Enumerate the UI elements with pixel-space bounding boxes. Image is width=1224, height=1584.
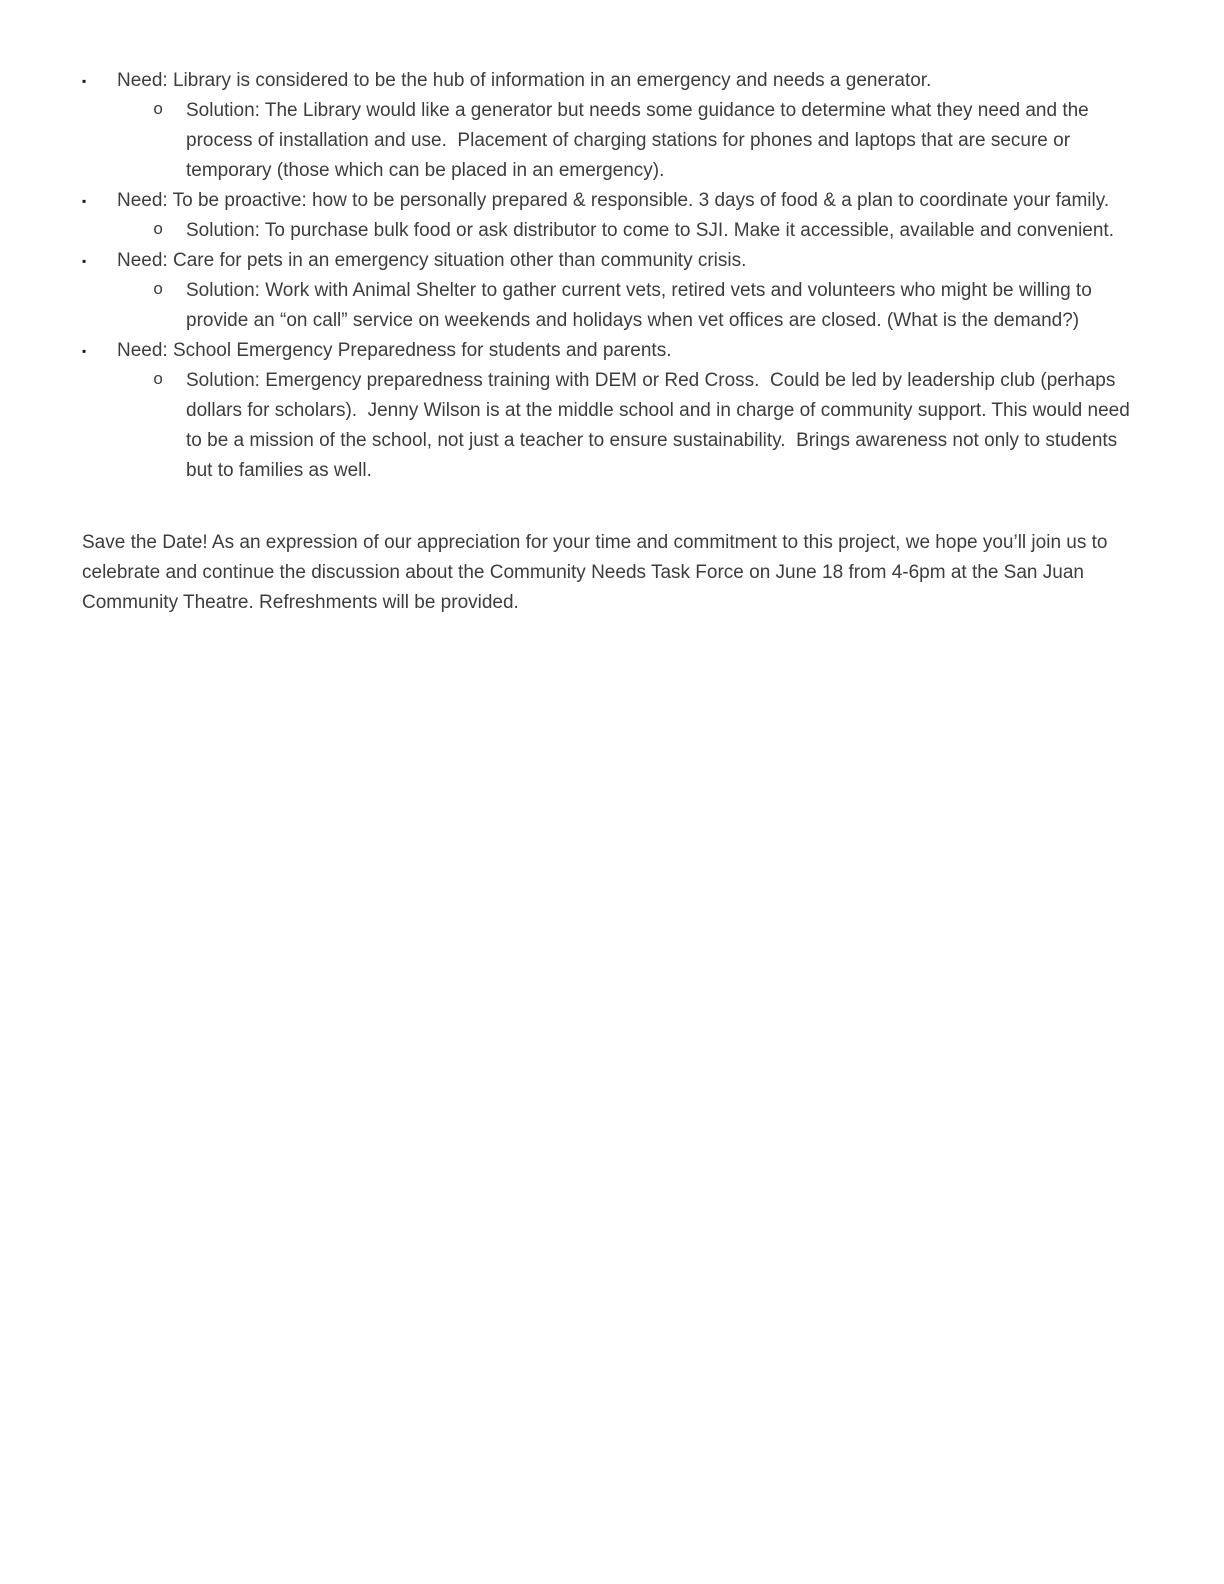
circle-bullet-icon: o [153,371,164,390]
solution-text: Solution: To purchase bulk food or ask distributor to come to SJI. Make it accessible, available and convenient. [186,220,1114,241]
need-item [82,66,1140,96]
need-text: Need: Library is considered to be the hub of information in an emergency and needs a generator. [117,70,932,91]
need-text: Need: School Emergency Preparedness for students and parents. [117,340,672,361]
needs-solutions-list [82,66,1140,486]
square-bullet-icon: ▪ [82,344,87,358]
solution-item [153,96,1140,186]
document-body [0,0,1224,618]
solution-text: Solution: Emergency preparedness training with DEM or Red Cross. Could be led by leadership club (perhaps dollars for scholars). Jenny Wilson is at the middle school and in charge of community support. This would need to be a mission of the school, not just a teacher to ensure sustainability. Brings awareness not only to students but to families as well. [186,370,1136,481]
need-item [82,186,1140,216]
need-item [82,246,1140,276]
circle-bullet-icon: o [153,221,164,240]
solution-item [153,276,1140,336]
solution-item [153,366,1140,486]
solution-text: Solution: Work with Animal Shelter to gather current vets, retired vets and volunteers who might be willing to provide an “on call” service on weekends and holidays when vet offices are closed. (What is the demand?) [186,280,1098,331]
circle-bullet-icon: o [153,101,164,120]
solution-text: Solution: The Library would like a generator but needs some guidance to determine what they need and the process of installation and use. Placement of charging stations for phones and laptops that are secure or temporary (those which can be placed in an emergency). [186,100,1095,181]
circle-bullet-icon: o [153,281,164,300]
solution-item [153,216,1140,246]
square-bullet-icon: ▪ [82,254,87,268]
closing-paragraph: Save the Date! As an expression of our appreciation for your time and commitment to this project, we hope you’ll join us to celebrate and continue the discussion about the Community Needs Task Force on June 18 from 4-6pm at the San Juan Community Theatre. Refreshments will be provided. [82,532,1113,613]
need-text: Need: To be proactive: how to be personally prepared & responsible. 3 days of food & a plan to coordinate your family. [117,190,1110,211]
square-bullet-icon: ▪ [82,74,87,88]
need-text: Need: Care for pets in an emergency situation other than community crisis. [117,250,747,271]
square-bullet-icon: ▪ [82,194,87,208]
need-item [82,336,1140,366]
